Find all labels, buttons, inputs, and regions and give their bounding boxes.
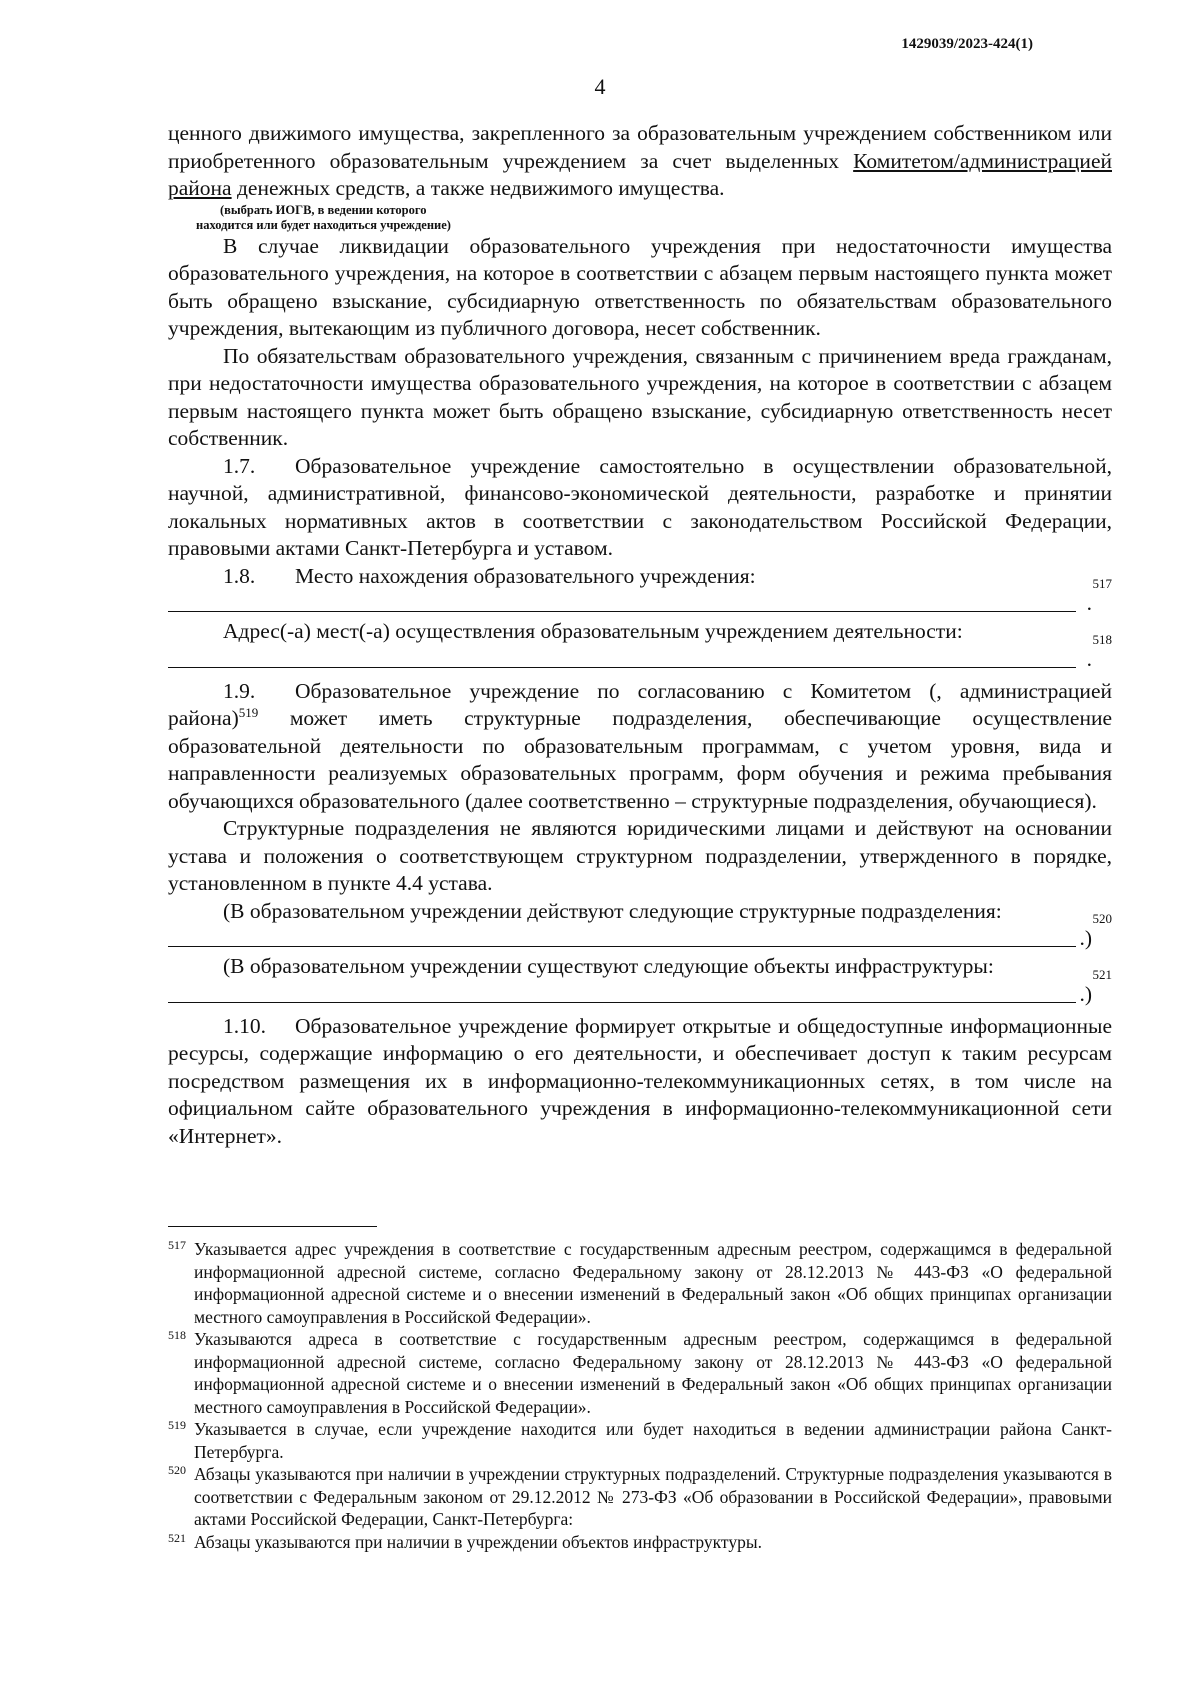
- footnote-number: 521: [168, 1530, 186, 1545]
- footnote-ref-521: 521: [1092, 966, 1112, 982]
- footnote-text: Абзацы указываются при наличии в учреждении структурных подразделений. Структурные подразделения указываются в соответствии с Федеральным законом от 29.12.2012 № 273-ФЗ «Об образовании в Российской Федерации», правовыми актами Российской Федерации, Санкт-Петербурга:: [194, 1464, 1112, 1529]
- footnote-521: [168, 1531, 1112, 1554]
- fill-end-period: .: [1086, 591, 1092, 615]
- paragraph-text: ценного движимого имущества, закрепленного за образовательным учреждением собственником или приобретенного образовательным учреждением за счет выделенных: [168, 121, 1112, 173]
- blank-line: [168, 946, 1076, 947]
- fill-end-paren: .): [1079, 926, 1092, 950]
- footnote-ref-517: 517: [1092, 576, 1112, 591]
- paragraph-structural-units: Структурные подразделения не являются юридическими лицами и действуют на основании устава и положения о соответствующем структурном подразделении, утвержденного в порядке, установленном в пункте 4.4 устава.: [168, 816, 1112, 895]
- fill-end-period: .: [1086, 646, 1092, 671]
- blank-line: [168, 1002, 1076, 1003]
- section-text: Образовательное учреждение по согласованию с Комитетом (, администрацией района): [168, 678, 1112, 730]
- footnote-519: [168, 1418, 1112, 1463]
- footnote-ref-519: 519: [238, 704, 259, 720]
- paragraph-addresses: Адрес(-а) мест(-а) осуществления образовательным учреждением деятельности:: [223, 619, 963, 643]
- section-1-10: [168, 1013, 1112, 1151]
- footnote-520: [168, 1463, 1112, 1531]
- section-1-7: [168, 453, 1112, 563]
- document-body: [168, 120, 1112, 1150]
- section-number: 1.8.: [223, 563, 256, 588]
- paragraph-property: [168, 120, 1112, 203]
- footnotes: [168, 1238, 1112, 1553]
- blank-line: [168, 611, 1076, 612]
- section-1-8: [168, 563, 1112, 591]
- fill-line-location: [168, 576, 1112, 618]
- footnote-517: [168, 1238, 1112, 1328]
- footnote-separator: [168, 1226, 377, 1227]
- paragraph-structural-list: (В образовательном учреждении действуют следующие структурные подразделения:: [223, 898, 1002, 923]
- footnote-ref-520: 520: [1092, 911, 1112, 926]
- footnote-518: [168, 1328, 1112, 1418]
- section-number: 1.10.: [223, 1013, 266, 1038]
- fill-line-structural: [168, 911, 1112, 953]
- footnote-number: 517: [168, 1238, 186, 1252]
- document-number: 1429039/2023-424(1): [901, 36, 1033, 52]
- page-number: 4: [594, 74, 606, 99]
- blank-line: [168, 667, 1076, 668]
- section-1-9: [168, 678, 1112, 816]
- paragraph-infrastructure: (В образовательном учреждении существуют следующие объекты инфраструктуры:: [223, 954, 994, 978]
- paragraph-liquidation: В случае ликвидации образовательного учреждения при недостаточности имущества образовательного учреждения, на которое в соответствии с абзацем первым настоящего пункта может быть обращено взыскание, субсидиарную ответственность по обязательствам образовательного учреждения, вытекающим из публичного договора, несет собственник.: [168, 233, 1112, 340]
- section-text: Образовательное учреждение самостоятельно в осуществлении образовательной, научной, административной, финансово-экономической деятельности, разработке и принятии локальных нормативных актов в соответствии с законодательством Российской Федерации, правовыми актами Санкт-Петербурга и уставом.: [168, 453, 1112, 560]
- footnote-number: 520: [168, 1463, 186, 1477]
- underlined-fill-field: Комитетом/администрацией района: [168, 148, 1112, 200]
- field-hint-line2: находится или будет находиться учреждение): [196, 217, 451, 232]
- footnote-text: Указываются адреса в соответствие с государственным адресным реестром, содержащимся в федеральной информационной адресной системе, согласно Федеральному закону от 28.12.2013 № 443-ФЗ «О федеральной информационной адресной системе и о внесении изменений в Федеральный закон «Об общих принципах организации местного самоуправления в Российской Федерации».: [194, 1329, 1112, 1417]
- paragraph-text: денежных средств, а также недвижимого имущества.: [231, 176, 725, 200]
- section-number: 1.9.: [223, 678, 256, 703]
- footnote-number: 519: [168, 1418, 186, 1432]
- section-text: Образовательное учреждение формирует открытые и общедоступные информационные ресурсы, содержащие информацию о его деятельности, и обеспечивает доступ к таким ресурсам посредством размещения их в информационно-телекоммуникационных сетях, в том числе на официальном сайте образовательного учреждения в информационно-телекоммуникационной сети «Интернет».: [168, 1013, 1112, 1148]
- paragraph-obligations: По обязательствам образовательного учреждения, связанным с причинением вреда гражданам, при недостаточности имущества образовательного учреждения, на которое в соответствии с абзацем первым настоящего пункта может быть обращено взыскание, субсидиарную ответственность несет собственник.: [168, 343, 1112, 450]
- footnote-text: Абзацы указываются при наличии в учреждении объектов инфраструктуры.: [194, 1531, 762, 1552]
- fill-end-paren: .): [1079, 981, 1092, 1006]
- section-text: может иметь структурные подразделения, обеспечивающие осуществление образовательной деятельности по образовательным программам, с учетом уровня, вида и направленности реализуемых образовательных программ, форм обучения и режима пребывания обучающихся образовательного (далее соответственно – структурные подразделения, обучающиеся).: [168, 706, 1112, 813]
- section-number: 1.7.: [223, 453, 256, 478]
- footnote-number: 518: [168, 1328, 186, 1342]
- section-text: Место нахождения образовательного учреждения:: [295, 563, 756, 588]
- footnote-ref-518: 518: [1092, 631, 1112, 647]
- field-hint-line1: (выбрать ИОГВ, в ведении которого: [220, 202, 427, 217]
- footnote-text: Указывается адрес учреждения в соответствие с государственным адресным реестром, содержащимся в федеральной информационной адресной системе, согласно Федеральному закону от 28.12.2013 № 443-ФЗ «О федеральной информационной адресной системе и о внесении изменений в Федеральный закон «Об общих принципах организации местного самоуправления в Российской Федерации».: [194, 1239, 1112, 1327]
- footnote-text: Указывается в случае, если учреждение находится или будет находиться в ведении администрации района Санкт-Петербурга.: [194, 1419, 1112, 1462]
